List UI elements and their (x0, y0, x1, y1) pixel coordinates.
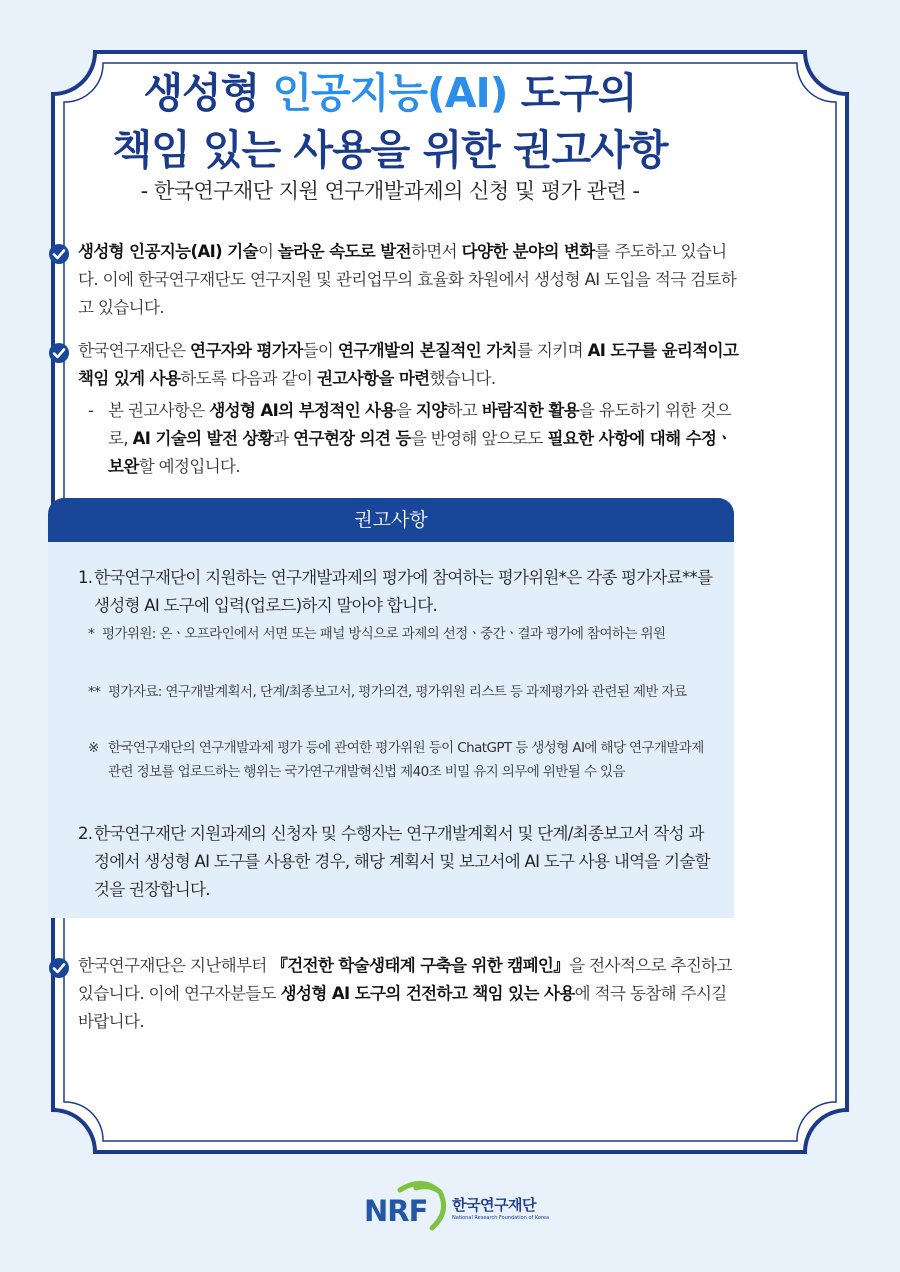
footnote-evaluator: * 평가위원: 온ㆍ오프라인에서 서면 또는 패널 방식으로 과제의 선정ㆍ중간ㆍ결과 평가에 참여하는 위원 (88, 626, 666, 642)
recommendations-header: 권고사항 (48, 498, 734, 542)
subtitle: - 한국연구재단 지원 연구개발과제의 신청 및 평가 관련 - (140, 179, 640, 203)
purpose-subparagraph: - 본 권고사항은 생성형 AI의 부정적인 사용을 지양하고 바람직한 활용을 유도하기 위한 것으로, AI 기술의 발전 상황과 연구현장 의견 등을 반영해 앞으로도 필요한 사항에 대해 수정ㆍ보완할 예정입니다. (88, 397, 740, 481)
purpose-paragraph: 한국연구재단은 연구자와 평가자들이 연구개발의 본질적인 가치를 지키며 AI 도구를 윤리적이고 책임 있게 사용하도록 다음과 같이 권고사항을 마련했습니다. (78, 341, 739, 388)
check-circle-icon (48, 243, 70, 265)
nrf-logo (360, 1178, 550, 1234)
logo-mark: NRF (364, 1194, 428, 1228)
title-line-1: 생성형 인공지능(AI) 도구의 (143, 69, 637, 117)
logo-name-korean: 한국연구재단 (452, 1196, 536, 1214)
check-circle-icon (48, 957, 70, 979)
intro-paragraph: 생성형 인공지능(AI) 기술이 놀라운 속도로 발전하면서 다양한 분야의 변화를 주도하고 있습니다. 이에 한국연구재단도 연구지원 및 관리업무의 효율화 차원에서 생성형 AI 도입을 적극 검토하고 있습니다. (78, 242, 737, 317)
campaign-paragraph: 한국연구재단은 지난해부터 『건전한 학술생태계 구축을 위한 캠페인』을 전사적으로 추진하고 있습니다. 이에 연구자분들도 생성형 AI 도구의 건전하고 책임 있는 사용에 적극 동참해 주시길 바랍니다. (78, 956, 732, 1031)
recommendation-item-1: 1. 한국연구재단이 지원하는 연구개발과제의 평가에 참여하는 평가위원*은 각종 평가자료**를 생성형 AI 도구에 입력(업로드)하지 말아야 합니다. (78, 568, 713, 615)
check-circle-icon (48, 342, 70, 364)
title-line-2: 책임 있는 사용을 위한 권고사항 (112, 126, 668, 174)
footnote-legal-warning: ※ 한국연구재단의 연구개발과제 평가 등에 관여한 평가위원 등이 ChatGPT 등 생성형 AI에 해당 연구개발과제 관련 정보를 업로드하는 행위는 국가연구개발혁신법 제40조 비밀 유지 의무에 위반될 수 있음 (88, 740, 704, 780)
footnote-evaluation-materials: ** 평가자료: 연구개발계획서, 단계/최종보고서, 평가의견, 평가위원 리스트 등 과제평가와 관련된 제반 자료 (88, 684, 687, 700)
title-accent: 인공지능(AI) (272, 69, 508, 117)
recommendation-item-2: 2. 한국연구재단 지원과제의 신청자 및 수행자는 연구개발계획서 및 단계/최종보고서 작성 과정에서 생성형 AI 도구를 사용한 경우, 해당 계획서 및 보고서에 AI 도구 사용 내역을 기술할 것을 권장합니다. (78, 824, 710, 899)
logo-name-english: National Research Foundation of Korea (452, 1215, 550, 1221)
dash-marker: - (88, 401, 94, 420)
